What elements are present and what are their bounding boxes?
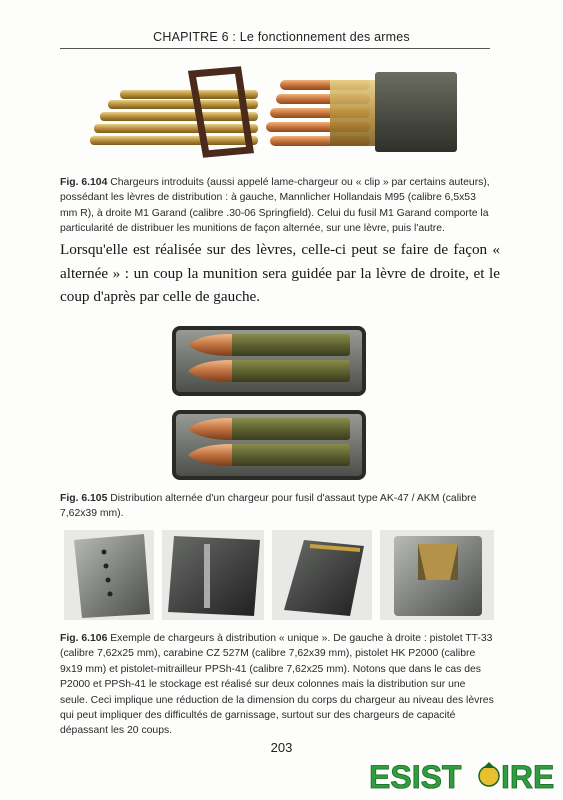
mannlicher-clip: [90, 70, 258, 154]
magazine-view-bottom: [174, 412, 364, 478]
figure-caption-6-105: [60, 491, 496, 522]
figure-label: Fig. 6.105: [60, 493, 108, 504]
ak-magazine-photo: [170, 320, 370, 488]
clips-photo: [90, 62, 465, 162]
figure-caption-6-106: [60, 631, 496, 739]
figure-caption-text: Chargeurs introduits (aussi appelé lame-chargeur ou « clip » par certains auteurs), possédant les lèvres de distribution : à gauche, Mannlicher Hollandais M95 (calibre 6,5x53 mm R), à droite M1 Garand (calibre .30-06 Springfield). Celui du fusil M1 Garand comporte la particularité de distribuer les munitions de façon alternée, sur une lèvre, puis l'autre.: [60, 177, 490, 235]
page-number: 203: [270, 740, 293, 755]
cz527m-magazine: [162, 530, 264, 620]
logo-emblem-icon: [479, 762, 499, 786]
figure-label: Fig. 6.106: [60, 633, 108, 644]
garand-clip: [266, 72, 457, 152]
tt33-magazine: [64, 530, 154, 620]
header-rule: [60, 48, 490, 49]
figure-caption-text: Exemple de chargeurs à distribution « unique ». De gauche à droite : pistolet TT-33 (calibre 7,62x25 mm), carabine CZ 527M (calibre 7,62x39 mm), pistolet HK P2000 (calibre 9x19 mm) et pistolet-mitrailleur PPSh-41 (calibre 7,62x25 mm). Notons que dans le cas des P2000 et PPSh-41 le stockage est réalisé sur deux colonnes mais la distribution sur une seule. Ceci implique une réduction de la dimension du corps du chargeur au niveau des lèvres qui peut impliquer des difficultés de garnissage, surtout sur des chargeurs de capacité dépassant les 20 coups.: [60, 633, 494, 737]
figure-label: Fig. 6.104: [60, 177, 108, 188]
chapter-header: CHAPITRE 6 : Le fonctionnement des armes: [153, 30, 410, 44]
figure-caption-text: Distribution alternée d'un chargeur pour fusil d'assaut type AK-47 / AKM (calibre 7,62x39 mm).: [60, 493, 477, 520]
logo-text-left: ESIST: [369, 759, 462, 794]
ppsh41-magazine: [380, 530, 494, 620]
esistoire-logo: [367, 758, 557, 794]
magazines-photo-strip: [64, 530, 494, 620]
body-paragraph: Lorsqu'elle est réalisée sur des lèvres, celle-ci peut se faire de façon « alternée » : un coup la munition sera guidée par la lèvre de droite, et le coup d'après par celle de gauche.: [60, 241, 500, 305]
magazine-view-top: [174, 328, 364, 394]
logo-text-right: IRE: [501, 759, 555, 794]
figure-caption-6-104: [60, 175, 496, 237]
hk-p2000-magazine: [272, 530, 372, 620]
